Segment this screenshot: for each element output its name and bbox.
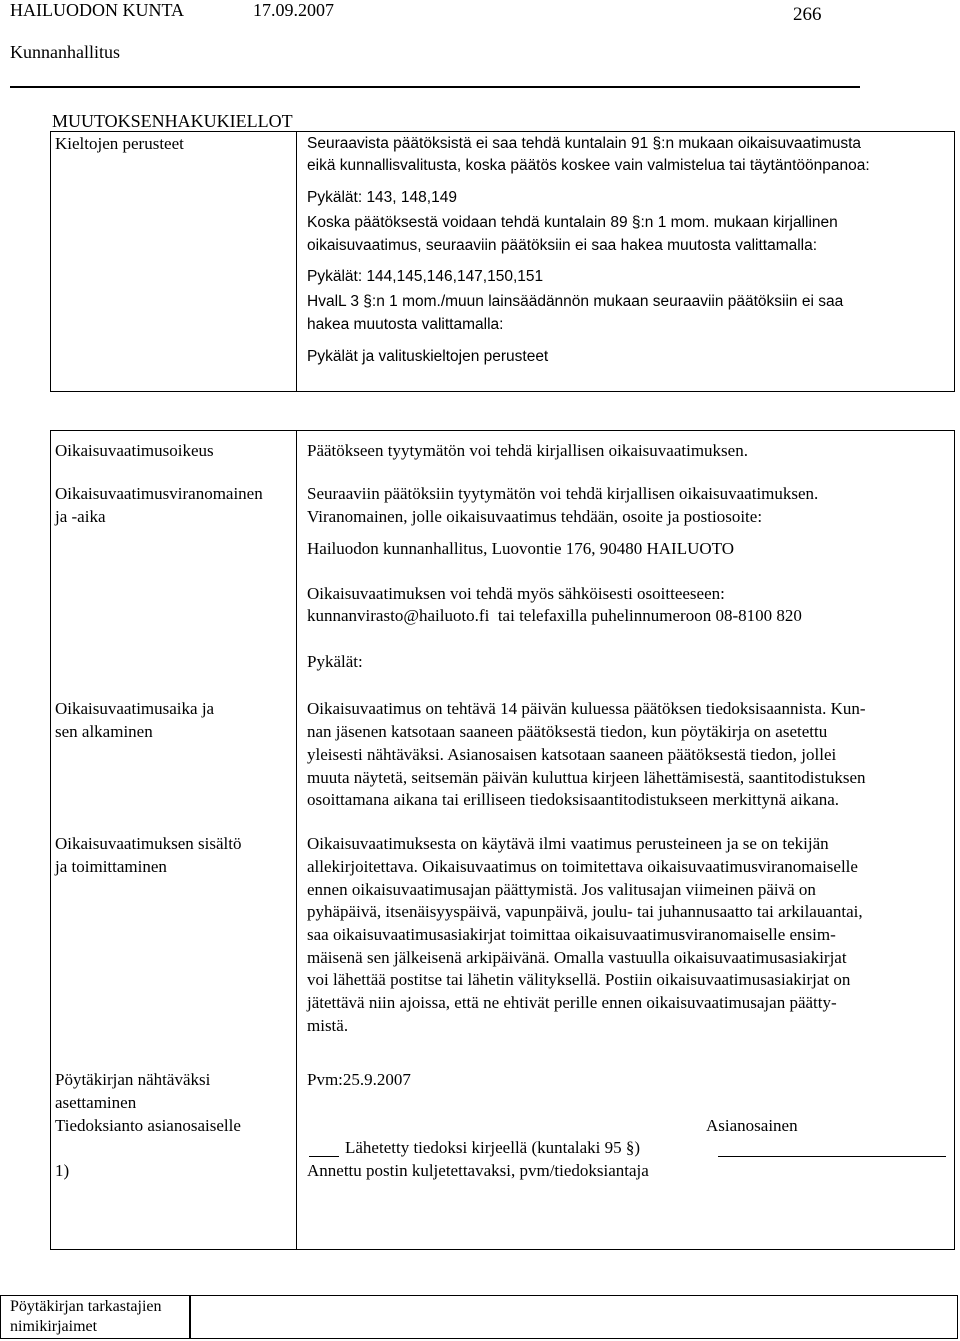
content-line-6: mäisenä sen jälkeisenä arkipäivänä. Omalla vastuulla oikaisuvaatimusasiakirjat (307, 948, 847, 967)
authority-line-2: Viranomainen, jolle oikaisuvaatimus tehdään, osoite ja postiosoite: (307, 507, 763, 526)
initials-field[interactable] (190, 1295, 958, 1339)
authority-label-2: ja -aika (55, 507, 106, 526)
prohibition-line-2: eikä kunnallisvalitusta, koska päätös koskee vain valmistelua tai täytäntöönpanoa: (307, 157, 870, 174)
display-label-1: Pöytäkirjan nähtäväksi (55, 1070, 211, 1089)
time-line-2: nan jäsenen katsotaan saaneen päätöksestä tiedon, kun pöytäkirja on asetettu (307, 722, 828, 741)
content-line-1: Oikaisuvaatimuksesta on käytävä ilmi vaatimus perusteineen ja se on tekijän (307, 834, 829, 853)
notice-party: Asianosainen (706, 1116, 798, 1135)
prohibition-line-7: Pykälät ja valituskieltojen perusteet (307, 348, 549, 365)
header-rule (10, 86, 860, 88)
content-line-4: pyhäpäivä, itsenäisyyspäivä, vapunpäivä, joulu- tai juhannusaatto tai arkilauantai, (307, 902, 863, 921)
content-line-3: ennen oikaisuvaatimusajan päättymistä. Jos valitusajan viimeinen päivä on (307, 880, 816, 899)
notice-post: Annettu postin kuljetettavaksi, pvm/tiedoksiantaja (307, 1161, 649, 1180)
right-text: Päätökseen tyytymätön voi tehdä kirjallisen oikaisuvaatimuksen. (307, 441, 748, 460)
content-line-8: jätettävä niin ajoissa, että ne ehtivät perille ennen oikaisuvaatimusajan päätty- (307, 993, 837, 1012)
prohibitions-label: Kieltojen perusteet (55, 134, 184, 153)
prohibition-line-5: HvalL 3 §:n 1 mom./muun lainsäädännön mukaan seuraaviin päätöksiin ei saa (307, 293, 844, 310)
content-line-7: voi lähettää postitse tai lähetin välityksellä. Postiin oikaisuvaatimusasiakirjat on (307, 970, 851, 989)
prohibition-line-3: Koska päätöksestä voidaan tehdä kuntalain 89 §:n 1 mom. mukaan kirjallinen (307, 214, 838, 231)
time-line-1: Oikaisuvaatimus on tehtävä 14 päivän kuluessa päätöksen tiedoksisaannista. Kun- (307, 699, 866, 718)
pykalat-2: Pykälät: 144,145,146,147,150,151 (307, 268, 544, 285)
prohibitions-divider (296, 131, 297, 392)
time-line-5: osoittamana aikana tai erilliseen tiedoksisaantitodistukseen merkittynä aikana. (307, 790, 840, 809)
time-line-4: muuta näytetä, seitsemän päivän kuluttua kirjeen lähettämisestä, saantitodistuksen (307, 768, 866, 787)
prohibition-line-4: oikaisuvaatimus, seuraaviin päätöksiin ei saa hakea muutosta valittamalla: (307, 237, 818, 254)
appeal-divider (296, 430, 297, 1250)
section-heading: MUUTOKSENHAKUKIELLOT (52, 111, 293, 131)
content-label-1: Oikaisuvaatimuksen sisältö (55, 834, 242, 853)
content-line-9: mistä. (307, 1016, 349, 1035)
initials-label-2: nimikirjaimet (10, 1318, 98, 1335)
prohibition-line-6: hakea muutosta valittamalla: (307, 316, 504, 333)
authority-line-1: Seuraaviin päätöksiin tyytymätön voi tehdä kirjallisen oikaisuvaatimuksen. (307, 484, 819, 503)
time-label-1: Oikaisuvaatimusaika ja (55, 699, 215, 718)
page-number: 266 (793, 4, 822, 25)
time-label-2: sen alkaminen (55, 722, 153, 741)
time-line-3: yleisesti nähtäväksi. Asianosaisen katsotaan saaneen päätöksestä tiedon, jollei (307, 745, 837, 764)
notice-checkbox-line (309, 1156, 339, 1157)
notice-label: Tiedoksianto asianosaiselle (55, 1116, 241, 1135)
email-address (307, 606, 802, 626)
content-label-2: ja toimittaminen (55, 857, 167, 876)
display-label-2: asettaminen (55, 1093, 137, 1112)
authority-address: Hailuodon kunnanhallitus, Luovontie 176, 90480 HAILUOTO (307, 539, 735, 558)
content-line-2: allekirjoitettava. Oikaisuvaatimus on toimitettava oikaisuvaatimusviranomaiselle (307, 857, 858, 876)
body-name: Kunnanhallitus (10, 42, 120, 62)
footnote-marker: 1) (55, 1161, 70, 1180)
right-label: Oikaisuvaatimusoikeus (55, 441, 214, 460)
municipality-name: HAILUODON KUNTA (10, 0, 185, 20)
display-date: Pvm:25.9.2007 (307, 1070, 411, 1089)
fax-text: tai telefaxilla puhelinnumeroon 08-8100 820 (497, 606, 802, 625)
content-line-5: saa oikaisuvaatimusasiakirjat toimittaa oikaisuvaatimusviranomaiselle ensim- (307, 925, 836, 944)
email-link[interactable]: kunnanvirasto@hailuoto.fi (307, 606, 490, 625)
authority-label-1: Oikaisuvaatimusviranomainen (55, 484, 263, 503)
initials-label-1: Pöytäkirjan tarkastajien (10, 1298, 162, 1315)
authority-pykalat: Pykälät: (307, 652, 363, 671)
pykalat-1: Pykälät: 143, 148,149 (307, 189, 457, 206)
email-intro: Oikaisuvaatimuksen voi tehdä myös sähköisesti osoitteeseen: (307, 584, 725, 603)
notice-sent: Lähetetty tiedoksi kirjeellä (kuntalaki 95 §) (345, 1138, 641, 1157)
document-date: 17.09.2007 (253, 0, 334, 20)
prohibition-line-1: Seuraavista päätöksistä ei saa tehdä kuntalain 91 §:n mukaan oikaisuvaatimusta (307, 135, 862, 152)
notice-signature-line (718, 1156, 946, 1157)
